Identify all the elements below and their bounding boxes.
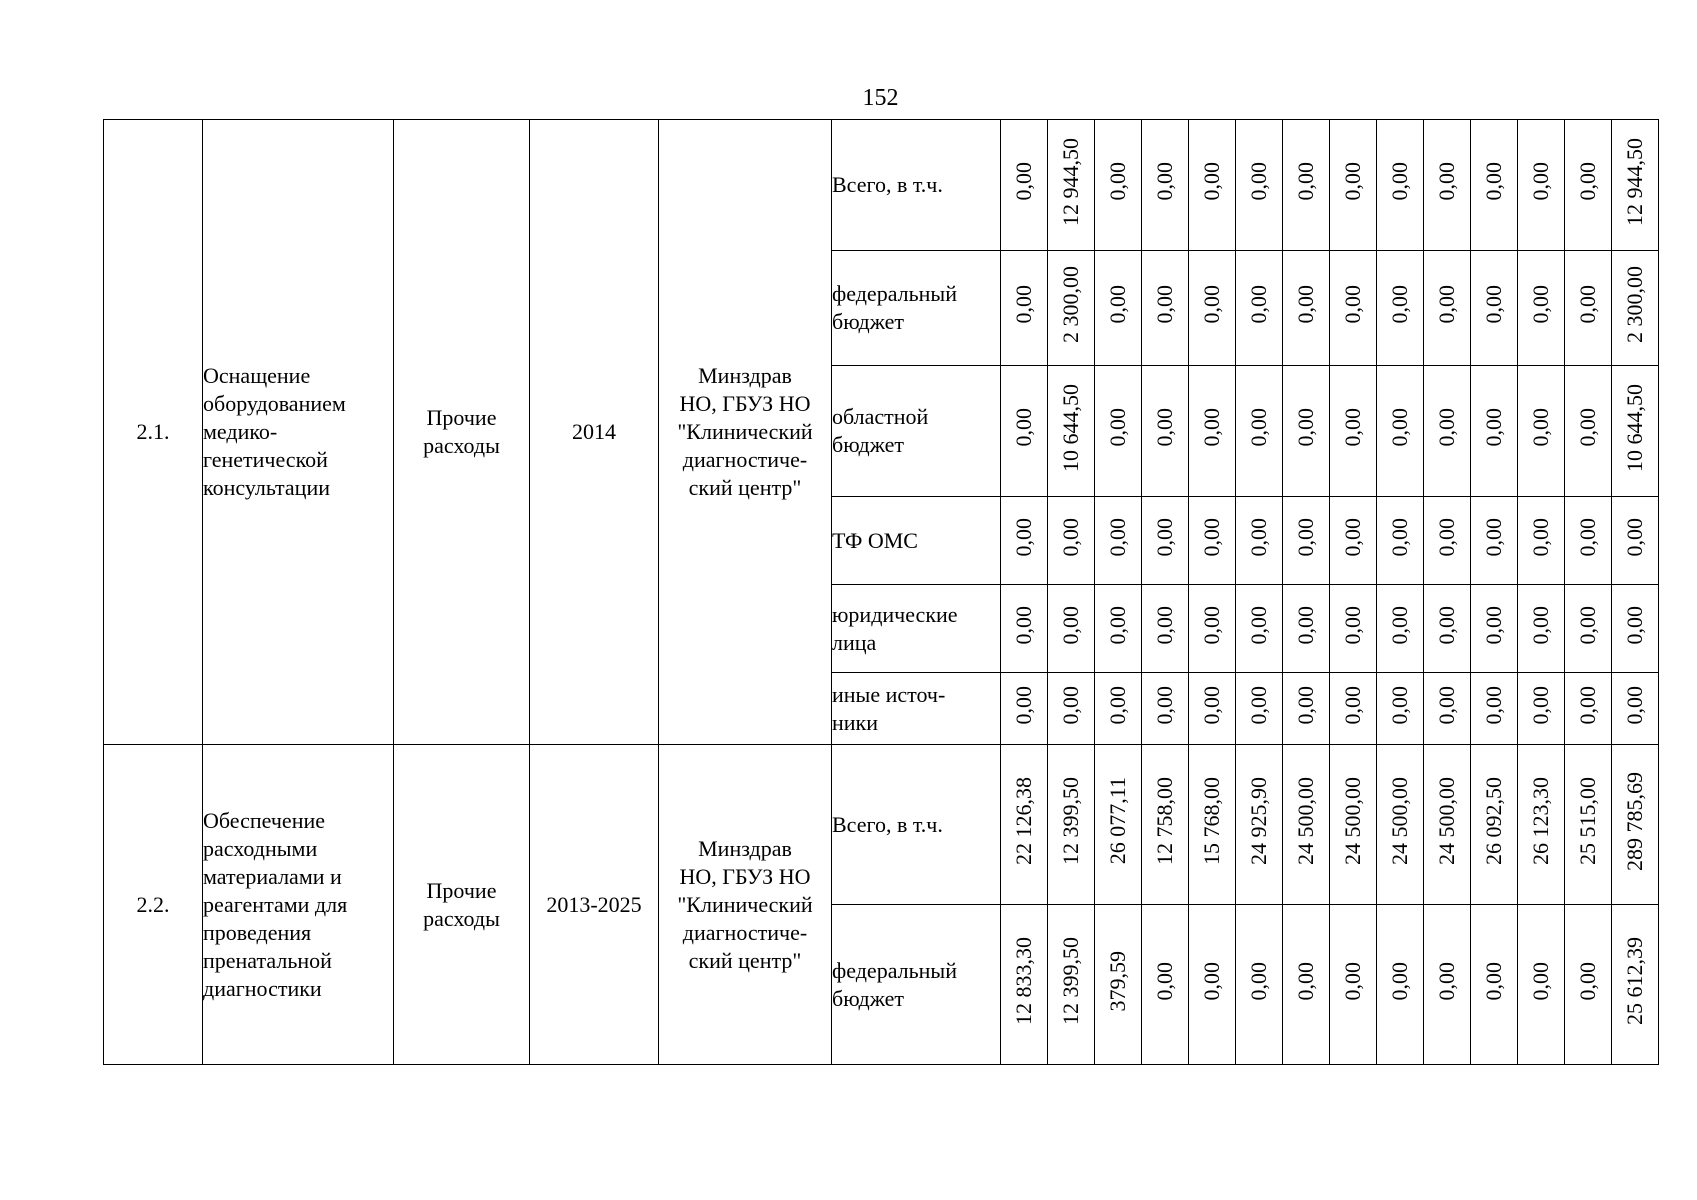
value-cell bbox=[1001, 673, 1048, 745]
value-cell bbox=[1001, 745, 1048, 905]
value-cell bbox=[1001, 905, 1048, 1065]
executor-line: ский центр" bbox=[688, 947, 802, 973]
value-text: 0,00 bbox=[1152, 685, 1177, 725]
funding-source bbox=[832, 905, 1001, 1065]
value-text: 0,00 bbox=[1340, 162, 1365, 201]
value-text: 0,00 bbox=[1434, 408, 1459, 447]
value-text: 0,00 bbox=[1340, 961, 1365, 1001]
value-text: 0,00 bbox=[1058, 517, 1083, 557]
value-text: 10 644,50 bbox=[1622, 383, 1647, 472]
period: 2014 bbox=[530, 120, 659, 745]
executor-line: Минздрав bbox=[698, 835, 792, 861]
value-text: 0,00 bbox=[1011, 685, 1036, 725]
value-text: 0,00 bbox=[1340, 517, 1365, 557]
value-text: 0,00 bbox=[1152, 162, 1177, 201]
value-cell bbox=[1142, 673, 1189, 745]
value-text: 25 515,00 bbox=[1575, 777, 1600, 865]
value-text: 0,00 bbox=[1528, 408, 1553, 447]
value-text: 0,00 bbox=[1622, 517, 1647, 557]
item-name-line: проведения bbox=[203, 919, 312, 945]
value-cell bbox=[1189, 120, 1236, 251]
value-text: 0,00 bbox=[1387, 605, 1412, 645]
value-text: 12 399,50 bbox=[1058, 937, 1083, 1025]
expense-type-line: Прочие bbox=[426, 405, 497, 430]
value-text: 0,00 bbox=[1199, 285, 1224, 324]
value-cell bbox=[1424, 905, 1471, 1065]
value-text: 12 758,00 bbox=[1152, 777, 1177, 865]
value-text: 0,00 bbox=[1528, 285, 1553, 324]
value-cell bbox=[1377, 366, 1424, 497]
value-cell bbox=[1330, 120, 1377, 251]
value-text: 10 644,50 bbox=[1058, 383, 1083, 472]
value-cell bbox=[1612, 366, 1659, 497]
value-cell bbox=[1095, 251, 1142, 366]
table-row bbox=[104, 120, 1659, 251]
value-text: 24 500,00 bbox=[1340, 777, 1365, 865]
value-text: 0,00 bbox=[1387, 961, 1412, 1001]
value-cell bbox=[1377, 673, 1424, 745]
value-cell bbox=[1189, 366, 1236, 497]
value-cell bbox=[1048, 673, 1095, 745]
value-text: 0,00 bbox=[1105, 162, 1130, 201]
value-cell bbox=[1283, 673, 1330, 745]
expense-type bbox=[394, 120, 530, 745]
value-cell bbox=[1142, 905, 1189, 1065]
value-text: 0,00 bbox=[1293, 517, 1318, 557]
value-text: 0,00 bbox=[1575, 685, 1600, 725]
value-text: 0,00 bbox=[1199, 685, 1224, 725]
value-cell bbox=[1236, 366, 1283, 497]
value-text: 0,00 bbox=[1387, 685, 1412, 725]
value-cell bbox=[1095, 673, 1142, 745]
value-text: 0,00 bbox=[1011, 605, 1036, 645]
value-text: 379,59 bbox=[1105, 950, 1130, 1012]
value-cell bbox=[1471, 673, 1518, 745]
value-cell bbox=[1377, 120, 1424, 251]
value-text: 24 500,00 bbox=[1293, 777, 1318, 865]
value-text: 0,00 bbox=[1246, 961, 1271, 1001]
value-text: 0,00 bbox=[1575, 162, 1600, 201]
value-cell bbox=[1048, 251, 1095, 366]
value-text: 0,00 bbox=[1246, 605, 1271, 645]
value-text: 0,00 bbox=[1622, 605, 1647, 645]
value-cell bbox=[1518, 497, 1565, 585]
value-text: 24 500,00 bbox=[1387, 777, 1412, 865]
funding-source-line: бюджет bbox=[832, 309, 904, 334]
value-text: 0,00 bbox=[1575, 285, 1600, 324]
item-name-line: диагностики bbox=[203, 975, 322, 1001]
value-text: 0,00 bbox=[1481, 285, 1506, 324]
value-text: 2 300,00 bbox=[1622, 266, 1647, 343]
expense-type-line: расходы bbox=[423, 905, 500, 931]
value-text: 12 944,50 bbox=[1622, 137, 1647, 226]
value-cell bbox=[1377, 585, 1424, 673]
value-text: 0,00 bbox=[1011, 408, 1036, 447]
value-cell bbox=[1330, 251, 1377, 366]
value-cell bbox=[1471, 745, 1518, 905]
value-text: 0,00 bbox=[1105, 685, 1130, 725]
value-cell bbox=[1236, 585, 1283, 673]
item-name-line: оборудованием bbox=[203, 391, 346, 416]
value-cell bbox=[1236, 497, 1283, 585]
funding-source bbox=[832, 745, 1001, 905]
value-cell bbox=[1612, 251, 1659, 366]
value-text: 0,00 bbox=[1622, 685, 1647, 725]
value-text: 0,00 bbox=[1246, 408, 1271, 447]
value-text: 22 126,38 bbox=[1011, 777, 1036, 865]
value-cell bbox=[1189, 585, 1236, 673]
value-cell bbox=[1095, 585, 1142, 673]
funding-source-line: ники bbox=[832, 709, 879, 735]
value-cell bbox=[1612, 497, 1659, 585]
item-name-line: расходными bbox=[203, 835, 318, 861]
value-cell bbox=[1001, 120, 1048, 251]
value-text: 25 612,39 bbox=[1622, 937, 1647, 1025]
value-cell bbox=[1471, 905, 1518, 1065]
value-text: 0,00 bbox=[1434, 685, 1459, 725]
value-text: 0,00 bbox=[1152, 517, 1177, 557]
value-cell bbox=[1189, 251, 1236, 366]
value-text: 0,00 bbox=[1246, 162, 1271, 201]
value-text: 0,00 bbox=[1293, 162, 1318, 201]
value-cell bbox=[1377, 251, 1424, 366]
value-text: 0,00 bbox=[1434, 605, 1459, 645]
value-cell bbox=[1189, 745, 1236, 905]
value-text: 0,00 bbox=[1528, 162, 1553, 201]
value-text: 289 785,69 bbox=[1622, 771, 1647, 871]
executor bbox=[659, 120, 832, 745]
value-cell bbox=[1142, 120, 1189, 251]
value-text: 0,00 bbox=[1152, 605, 1177, 645]
value-cell bbox=[1565, 673, 1612, 745]
funding-source bbox=[832, 120, 1001, 251]
value-cell bbox=[1612, 905, 1659, 1065]
value-text: 12 833,30 bbox=[1011, 937, 1036, 1025]
executor-line: диагностиче- bbox=[682, 447, 808, 472]
value-cell bbox=[1518, 366, 1565, 497]
value-cell bbox=[1330, 673, 1377, 745]
funding-source-line: бюджет bbox=[832, 432, 904, 457]
value-text: 24 925,90 bbox=[1246, 777, 1271, 865]
value-text: 0,00 bbox=[1293, 285, 1318, 324]
value-text: 0,00 bbox=[1152, 961, 1177, 1001]
executor-line: НО, ГБУЗ НО bbox=[679, 863, 811, 889]
value-text: 0,00 bbox=[1246, 285, 1271, 324]
value-cell bbox=[1565, 745, 1612, 905]
value-cell bbox=[1518, 905, 1565, 1065]
value-cell bbox=[1283, 251, 1330, 366]
value-text: 2 300,00 bbox=[1058, 266, 1083, 343]
value-cell bbox=[1095, 905, 1142, 1065]
funding-source bbox=[832, 585, 1001, 673]
value-text: 0,00 bbox=[1246, 517, 1271, 557]
item-name-line: материалами и bbox=[203, 863, 342, 889]
value-cell bbox=[1236, 673, 1283, 745]
funding-source-line: ТФ ОМС bbox=[832, 527, 918, 553]
item-name bbox=[203, 745, 394, 1065]
item-name-line: пренатальной bbox=[203, 947, 332, 973]
value-cell bbox=[1095, 497, 1142, 585]
value-cell bbox=[1424, 745, 1471, 905]
value-text: 0,00 bbox=[1434, 961, 1459, 1001]
value-text: 15 768,00 bbox=[1199, 777, 1224, 865]
value-text: 0,00 bbox=[1434, 162, 1459, 201]
value-text: 0,00 bbox=[1434, 517, 1459, 557]
value-cell bbox=[1283, 366, 1330, 497]
value-text: 0,00 bbox=[1293, 685, 1318, 725]
value-text: 0,00 bbox=[1387, 162, 1412, 201]
value-cell bbox=[1048, 905, 1095, 1065]
value-cell bbox=[1424, 497, 1471, 585]
item-name-line: генетической bbox=[203, 447, 328, 472]
value-text: 0,00 bbox=[1152, 285, 1177, 324]
value-text: 0,00 bbox=[1105, 605, 1130, 645]
item-name-line: Обеспечение bbox=[203, 807, 325, 833]
value-text: 0,00 bbox=[1011, 517, 1036, 557]
value-text: 0,00 bbox=[1481, 605, 1506, 645]
executor-line: "Клинический bbox=[677, 891, 813, 917]
executor-line: НО, ГБУЗ НО bbox=[679, 391, 811, 416]
executor bbox=[659, 745, 832, 1065]
value-text: 0,00 bbox=[1387, 517, 1412, 557]
value-cell bbox=[1283, 745, 1330, 905]
item-name bbox=[203, 120, 394, 745]
value-cell bbox=[1612, 120, 1659, 251]
value-text: 0,00 bbox=[1058, 605, 1083, 645]
funding-source bbox=[832, 366, 1001, 497]
value-cell bbox=[1330, 585, 1377, 673]
value-cell bbox=[1377, 497, 1424, 585]
value-cell bbox=[1189, 905, 1236, 1065]
value-cell bbox=[1283, 905, 1330, 1065]
value-text: 12 399,50 bbox=[1058, 777, 1083, 865]
funding-source-line: федеральный bbox=[832, 281, 957, 306]
value-text: 0,00 bbox=[1340, 408, 1365, 447]
expense-type bbox=[394, 745, 530, 1065]
value-text: 0,00 bbox=[1199, 605, 1224, 645]
value-text: 0,00 bbox=[1199, 408, 1224, 447]
value-cell bbox=[1330, 497, 1377, 585]
value-cell bbox=[1236, 745, 1283, 905]
value-cell bbox=[1048, 366, 1095, 497]
value-text: 0,00 bbox=[1528, 517, 1553, 557]
value-cell bbox=[1518, 585, 1565, 673]
value-text: 0,00 bbox=[1387, 408, 1412, 447]
value-cell bbox=[1424, 673, 1471, 745]
value-cell bbox=[1565, 585, 1612, 673]
value-cell bbox=[1424, 585, 1471, 673]
value-text: 0,00 bbox=[1481, 517, 1506, 557]
value-cell bbox=[1330, 366, 1377, 497]
funding-source-line: федеральный bbox=[832, 957, 957, 983]
value-text: 0,00 bbox=[1199, 961, 1224, 1001]
value-text: 0,00 bbox=[1011, 162, 1036, 201]
funding-source-line: юридические bbox=[832, 601, 958, 627]
value-text: 0,00 bbox=[1340, 685, 1365, 725]
value-text: 26 123,30 bbox=[1528, 777, 1553, 865]
value-text: 0,00 bbox=[1105, 285, 1130, 324]
table-row bbox=[104, 745, 1659, 905]
funding-source-line: Всего, в т.ч. bbox=[832, 811, 943, 837]
value-cell bbox=[1048, 585, 1095, 673]
funding-source bbox=[832, 673, 1001, 745]
item-name-line: консультации bbox=[203, 475, 330, 500]
value-text: 0,00 bbox=[1575, 961, 1600, 1001]
value-cell bbox=[1518, 745, 1565, 905]
funding-source-line: Всего, в т.ч. bbox=[832, 172, 943, 197]
value-cell bbox=[1565, 120, 1612, 251]
value-text: 0,00 bbox=[1293, 605, 1318, 645]
period: 2013-2025 bbox=[530, 745, 659, 1065]
value-cell bbox=[1424, 251, 1471, 366]
value-cell bbox=[1565, 366, 1612, 497]
executor-line: диагностиче- bbox=[682, 919, 808, 945]
value-text: 0,00 bbox=[1528, 961, 1553, 1001]
value-cell bbox=[1283, 497, 1330, 585]
value-cell bbox=[1283, 585, 1330, 673]
value-cell bbox=[1095, 745, 1142, 905]
value-text: 0,00 bbox=[1293, 961, 1318, 1001]
value-text: 0,00 bbox=[1575, 517, 1600, 557]
value-text: 0,00 bbox=[1528, 685, 1553, 725]
value-text: 0,00 bbox=[1434, 285, 1459, 324]
value-text: 24 500,00 bbox=[1434, 777, 1459, 865]
value-text: 26 092,50 bbox=[1481, 777, 1506, 865]
value-text: 0,00 bbox=[1246, 685, 1271, 725]
value-text: 0,00 bbox=[1481, 685, 1506, 725]
value-text: 0,00 bbox=[1340, 605, 1365, 645]
value-text: 26 077,11 bbox=[1105, 777, 1130, 865]
value-cell bbox=[1612, 673, 1659, 745]
item-number: 2.1. bbox=[104, 120, 203, 745]
value-cell bbox=[1142, 251, 1189, 366]
value-text: 0,00 bbox=[1058, 685, 1083, 725]
value-cell bbox=[1330, 745, 1377, 905]
value-cell bbox=[1377, 745, 1424, 905]
value-cell bbox=[1095, 120, 1142, 251]
value-cell bbox=[1518, 673, 1565, 745]
value-cell bbox=[1001, 497, 1048, 585]
value-cell bbox=[1424, 366, 1471, 497]
expense-type-line: расходы bbox=[423, 433, 500, 458]
funding-source-line: иные источ- bbox=[832, 681, 946, 707]
funding-source-line: лица bbox=[832, 629, 877, 655]
expense-type-line: Прочие bbox=[426, 877, 497, 903]
budget-table bbox=[103, 119, 1659, 1065]
value-text: 0,00 bbox=[1575, 408, 1600, 447]
value-cell bbox=[1048, 497, 1095, 585]
executor-line: "Клинический bbox=[677, 419, 813, 444]
value-cell bbox=[1001, 585, 1048, 673]
value-cell bbox=[1142, 366, 1189, 497]
funding-source bbox=[832, 251, 1001, 366]
value-cell bbox=[1565, 497, 1612, 585]
value-cell bbox=[1048, 745, 1095, 905]
value-text: 0,00 bbox=[1528, 605, 1553, 645]
value-cell bbox=[1612, 585, 1659, 673]
value-cell bbox=[1095, 366, 1142, 497]
value-cell bbox=[1189, 497, 1236, 585]
value-text: 0,00 bbox=[1199, 517, 1224, 557]
funding-source-line: областной bbox=[832, 404, 929, 429]
value-cell bbox=[1612, 745, 1659, 905]
page-number: 152 bbox=[862, 85, 899, 111]
value-cell bbox=[1565, 251, 1612, 366]
value-cell bbox=[1048, 120, 1095, 251]
value-cell bbox=[1518, 120, 1565, 251]
value-text: 12 944,50 bbox=[1058, 137, 1083, 226]
value-cell bbox=[1283, 120, 1330, 251]
value-cell bbox=[1518, 251, 1565, 366]
executor-line: Минздрав bbox=[698, 363, 792, 388]
value-text: 0,00 bbox=[1340, 285, 1365, 324]
value-text: 0,00 bbox=[1387, 285, 1412, 324]
value-text: 0,00 bbox=[1481, 408, 1506, 447]
executor-line: ский центр" bbox=[688, 475, 802, 500]
value-text: 0,00 bbox=[1199, 162, 1224, 201]
item-number: 2.2. bbox=[104, 745, 203, 1065]
value-cell bbox=[1471, 251, 1518, 366]
value-cell bbox=[1189, 673, 1236, 745]
value-cell bbox=[1565, 905, 1612, 1065]
value-cell bbox=[1001, 251, 1048, 366]
value-cell bbox=[1424, 120, 1471, 251]
value-cell bbox=[1377, 905, 1424, 1065]
value-text: 0,00 bbox=[1575, 605, 1600, 645]
value-cell bbox=[1236, 120, 1283, 251]
value-cell bbox=[1142, 745, 1189, 905]
value-text: 0,00 bbox=[1105, 408, 1130, 447]
item-name-line: реагентами для bbox=[203, 891, 348, 917]
funding-source-line: бюджет bbox=[832, 985, 904, 1011]
value-text: 0,00 bbox=[1105, 517, 1130, 557]
value-cell bbox=[1471, 120, 1518, 251]
value-cell bbox=[1001, 366, 1048, 497]
item-name-line: медико- bbox=[203, 419, 278, 444]
item-name-line: Оснащение bbox=[203, 363, 311, 388]
value-text: 0,00 bbox=[1293, 408, 1318, 447]
value-cell bbox=[1471, 366, 1518, 497]
value-text: 0,00 bbox=[1011, 285, 1036, 324]
value-cell bbox=[1236, 251, 1283, 366]
value-text: 0,00 bbox=[1481, 961, 1506, 1001]
value-text: 0,00 bbox=[1481, 162, 1506, 201]
value-cell bbox=[1471, 497, 1518, 585]
value-cell bbox=[1330, 905, 1377, 1065]
value-cell bbox=[1471, 585, 1518, 673]
value-text: 0,00 bbox=[1152, 408, 1177, 447]
funding-source bbox=[832, 497, 1001, 585]
value-cell bbox=[1142, 497, 1189, 585]
value-cell bbox=[1236, 905, 1283, 1065]
value-cell bbox=[1142, 585, 1189, 673]
